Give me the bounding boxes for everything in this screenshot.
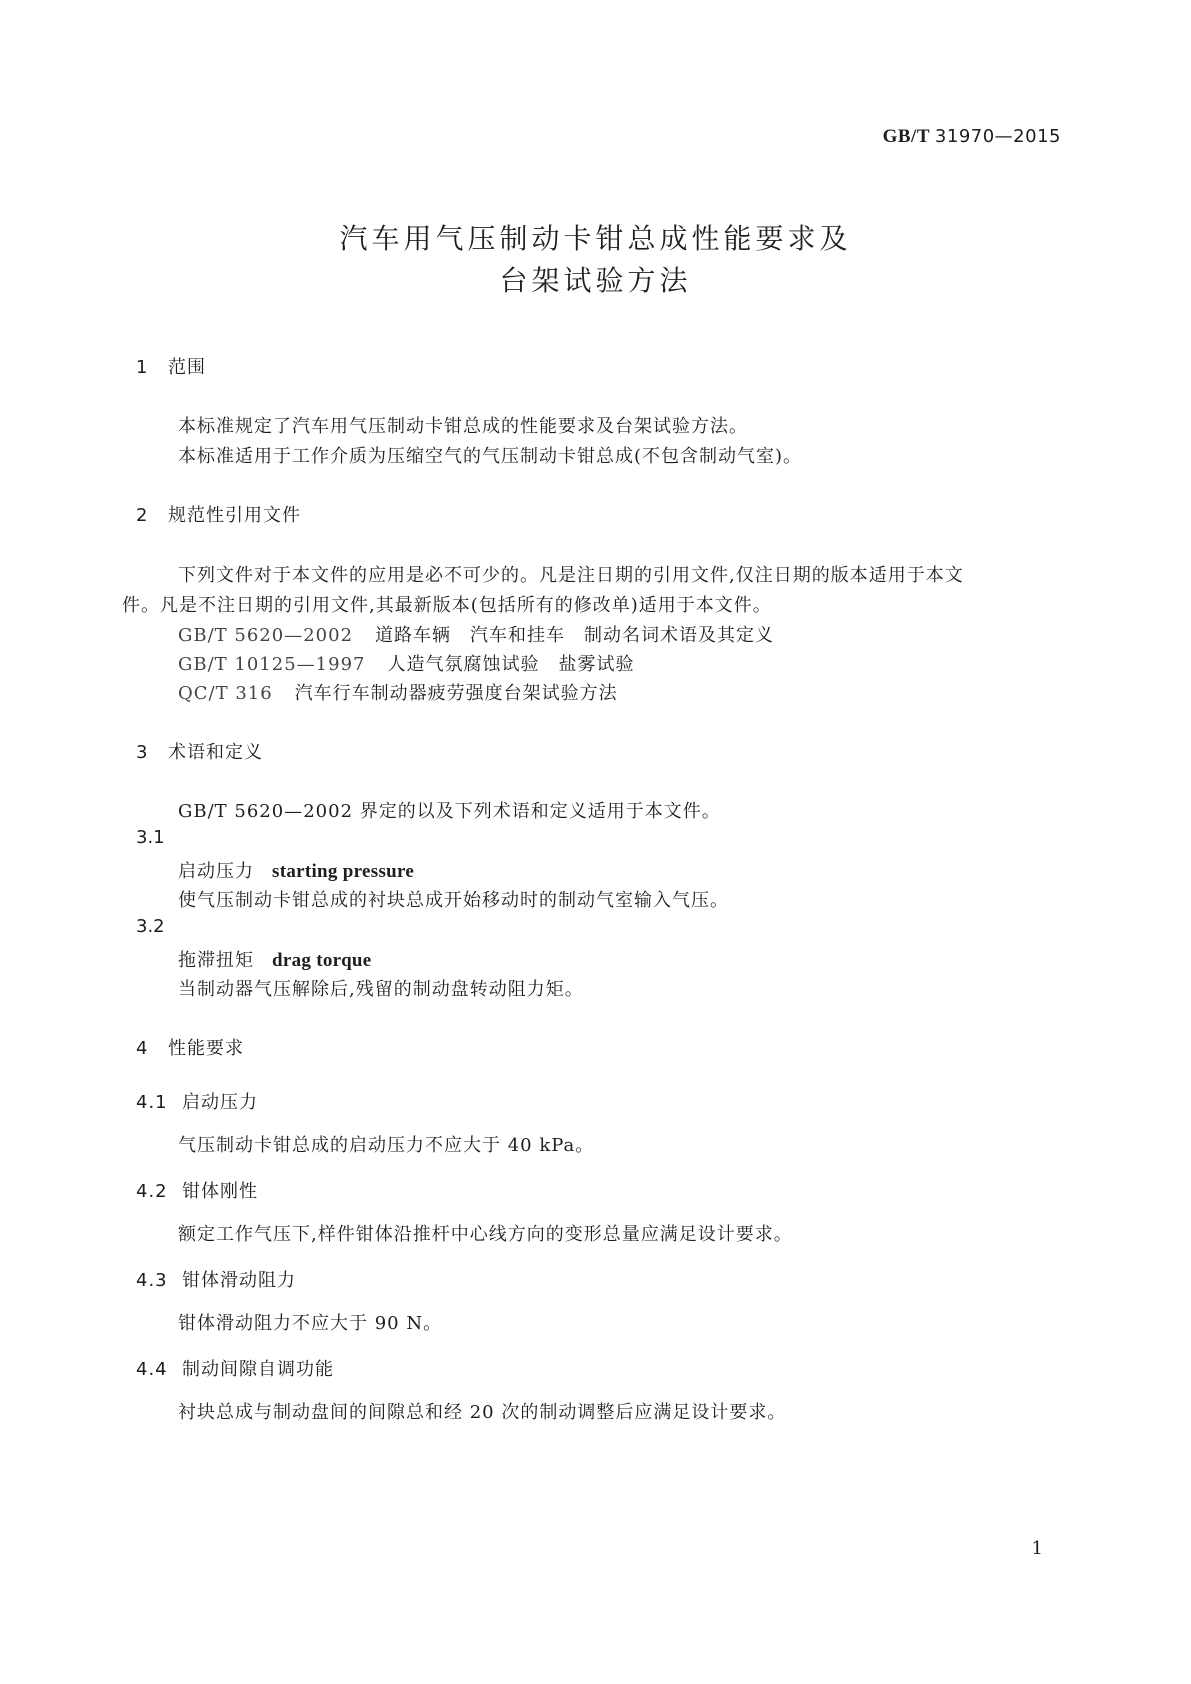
term-en: drag torque (272, 950, 372, 971)
section-3-paragraph: GB/T 5620—2002 界定的以及下列术语和定义适用于本文件。 (178, 801, 721, 822)
section-title: 规范性引用文件 (168, 505, 301, 526)
term-definition: 使气压制动卡钳总成的衬块总成开始移动时的制动气室输入气压。 (178, 890, 729, 911)
subsection-text: 气压制动卡钳总成的启动压力不应大于 40 kPa。 (178, 1135, 595, 1156)
section-2-heading (136, 501, 301, 527)
subsection-heading (136, 1088, 258, 1114)
section-title: 范围 (168, 357, 206, 378)
subsection-heading (136, 1266, 296, 1292)
section-title: 术语和定义 (168, 742, 263, 763)
section-1-heading (136, 353, 206, 379)
normative-reference (178, 650, 634, 676)
reference-code: QC/T 316 (178, 683, 273, 704)
term-en: starting pressure (272, 861, 415, 882)
term-definition: 当制动器气压解除后,残留的制动盘转动阻力矩。 (178, 979, 584, 1000)
reference-title: 人造气氛腐蚀试验 盐雾试验 (387, 654, 635, 675)
section-2-paragraph-line-2: 件。凡是不注日期的引用文件,其最新版本(包括所有的修改单)适用于本文件。 (122, 595, 772, 616)
subsection-title: 启动压力 (182, 1092, 258, 1113)
normative-reference (178, 679, 618, 705)
subsection-heading (136, 1177, 258, 1203)
term-entry (178, 857, 414, 883)
title-line-1: 汽车用气压制动卡钳总成性能要求及 (339, 222, 852, 255)
subsection-text: 衬块总成与制动盘间的间隙总和经 20 次的制动调整后应满足设计要求。 (178, 1402, 787, 1423)
normative-reference (178, 621, 774, 647)
page-number: 1 (1031, 1538, 1043, 1559)
section-number: 1 (136, 357, 149, 378)
reference-title: 道路车辆 汽车和挂车 制动名词术语及其定义 (375, 625, 775, 646)
subsection-text: 钳体滑动阻力不应大于 90 N。 (178, 1313, 443, 1334)
subsection-title: 制动间隙自调功能 (182, 1359, 334, 1380)
standard-code: 31970—2015 (934, 126, 1061, 147)
term-entry (178, 946, 372, 972)
section-2-paragraph-line-1: 下列文件对于本文件的应用是必不可少的。凡是注日期的引用文件,仅注日期的版本适用于本文 (178, 565, 964, 586)
section-title: 性能要求 (168, 1038, 244, 1059)
subsection-number: 4.4 (136, 1359, 168, 1380)
subsection-number: 4.2 (136, 1181, 168, 1202)
term-cn: 启动压力 (178, 861, 254, 882)
subsection-heading (136, 1355, 334, 1381)
reference-code: GB/T 5620—2002 (178, 625, 354, 646)
standard-number (883, 126, 1061, 148)
term-number: 3.1 (136, 827, 165, 848)
subsection-title: 钳体刚性 (182, 1181, 258, 1202)
reference-code: GB/T 10125—1997 (178, 654, 366, 675)
subsection-title: 钳体滑动阻力 (182, 1270, 296, 1291)
standard-prefix: GB/T (882, 126, 930, 147)
term-number: 3.2 (136, 916, 165, 937)
section-number: 3 (136, 742, 149, 763)
section-4-heading (136, 1034, 244, 1060)
term-cn: 拖滞扭矩 (178, 950, 254, 971)
section-3-heading (136, 738, 263, 764)
section-number: 4 (136, 1038, 149, 1059)
section-1-paragraph-1: 本标准规定了汽车用气压制动卡钳总成的性能要求及台架试验方法。 (178, 416, 748, 437)
reference-title: 汽车行车制动器疲劳强度台架试验方法 (294, 683, 618, 704)
document-title (0, 218, 1191, 302)
section-number: 2 (136, 505, 149, 526)
subsection-text: 额定工作气压下,样件钳体沿推杆中心线方向的变形总量应满足设计要求。 (178, 1224, 793, 1245)
title-line-2: 台架试验方法 (499, 264, 692, 297)
section-1-paragraph-2: 本标准适用于工作介质为压缩空气的气压制动卡钳总成(不包含制动气室)。 (178, 446, 803, 467)
subsection-number: 4.1 (136, 1092, 168, 1113)
subsection-number: 4.3 (136, 1270, 168, 1291)
